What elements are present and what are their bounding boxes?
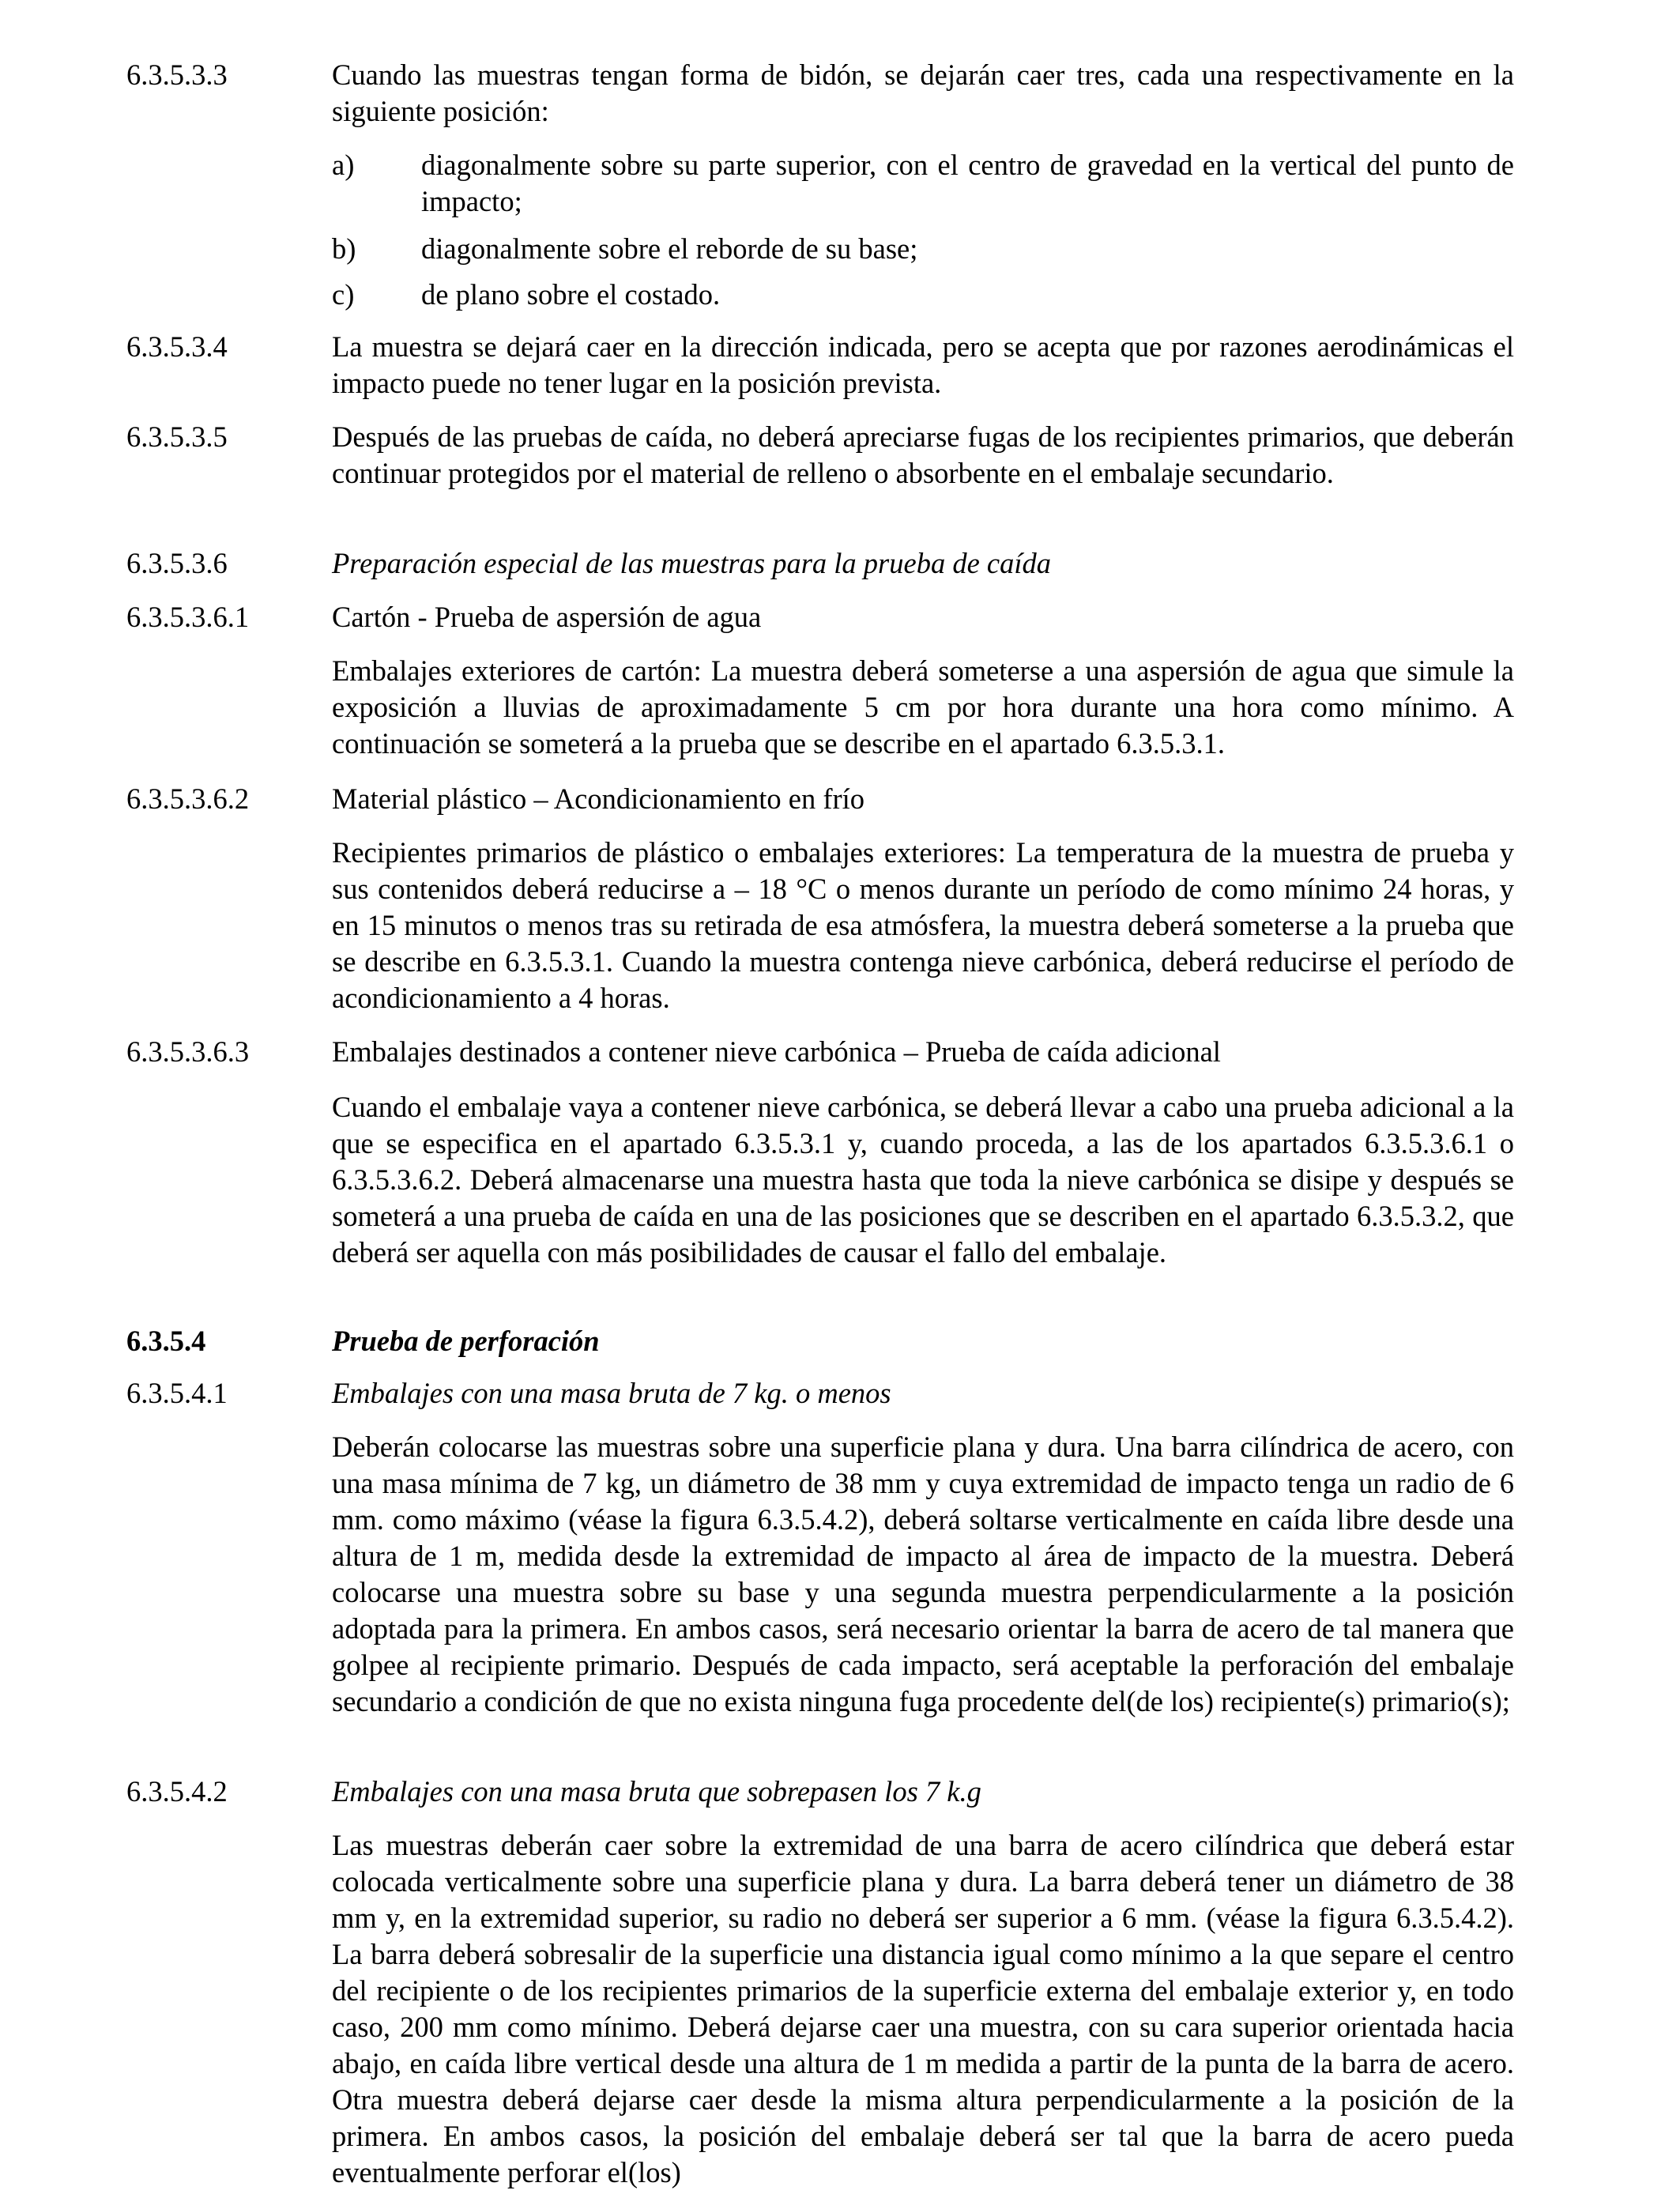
clause-text: Cuando el embalaje vaya a contener nieve carbónica, se deberá llevar a cabo una prueba adicional a la que se especifica en el apartado 6.3.5.3.1 y, cuando proceda, a las de los apartados 6.3.5.3.6.1 o 6.3.5.3.6.2. Deberá almacenarse una muestra hasta que toda la nieve carbónica se disipe y después se someterá a una prueba de caída en una de las posiciones que se describen en el apartado 6.3.5.3.2, que deberá ser aquella con más posibilidades de causar el fallo del embalaje. — [332, 1091, 1514, 1269]
clause-heading: Preparación especial de las muestras para la prueba de caída — [332, 547, 1052, 579]
list-text: de plano sobre el costado. — [421, 278, 721, 311]
clause-text: Embalajes exteriores de cartón: La muestra deberá someterse a una aspersión de agua que simule la exposición a lluvias de aproximadamente 5 cm por hora durante una hora como mínimo. A continuación se someterá a la prueba que se describe en el apartado 6.3.5.3.1. — [332, 654, 1514, 760]
clause-heading: Material plástico – Acondicionamiento en frío — [332, 782, 865, 815]
clause-text: Después de las pruebas de caída, no deberá apreciarse fugas de los recipientes primarios, que deberán continuar protegidos por el material de relleno o absorbente en el embalaje secundario. — [332, 420, 1514, 489]
clause-text: Recipientes primarios de plástico o embalajes exteriores: La temperatura de la muestra de prueba y sus contenidos deberá reducirse a – 18 °C o menos durante un período de como mínimo 24 horas, y en 15 minutos o menos tras su retirada de esa atmósfera, la muestra deberá someterse a la prueba que se describe en 6.3.5.3.1. Cuando la muestra contenga nieve carbónica, deberá reducirse el período de acondicionamiento a 4 horas. — [332, 836, 1514, 1014]
clause-number: 6.3.5.4.2 — [126, 1775, 228, 1808]
list-letter: c) — [332, 278, 355, 311]
clause-number: 6.3.5.3.6.1 — [126, 601, 250, 633]
list-text: diagonalmente sobre el reborde de su base; — [421, 232, 918, 265]
clause-number: 6.3.5.4 — [126, 1325, 206, 1357]
clause-text: Cuando las muestras tengan forma de bidón, se dejarán caer tres, cada una respectivamente en la siguiente posición: — [332, 58, 1514, 127]
clause-number: 6.3.5.4.1 — [126, 1377, 228, 1409]
list-letter: a) — [332, 149, 355, 181]
clause-heading: Embalajes destinados a contener nieve carbónica – Prueba de caída adicional — [332, 1035, 1221, 1068]
list-text: diagonalmente sobre su parte superior, con el centro de gravedad en la vertical del punto de impacto; — [421, 149, 1514, 217]
list-letter: b) — [332, 232, 356, 265]
clause-heading: Embalajes con una masa bruta que sobrepasen los 7 k.g — [332, 1775, 981, 1808]
clause-number: 6.3.5.3.5 — [126, 420, 228, 453]
clause-number: 6.3.5.3.6.2 — [126, 782, 250, 815]
clause-number: 6.3.5.3.4 — [126, 330, 228, 363]
clause-text: La muestra se dejará caer en la dirección indicada, pero se acepta que por razones aerodinámicas el impacto puede no tener lugar en la posición prevista. — [332, 330, 1514, 399]
clause-number: 6.3.5.3.6 — [126, 547, 228, 579]
clause-number: 6.3.5.3.6.3 — [126, 1035, 250, 1068]
clause-heading: Embalajes con una masa bruta de 7 kg. o menos — [332, 1377, 891, 1409]
clause-heading: Cartón - Prueba de aspersión de agua — [332, 601, 762, 633]
clause-number: 6.3.5.3.3 — [126, 58, 228, 91]
clause-text: Las muestras deberán caer sobre la extremidad de una barra de acero cilíndrica que deberá estar colocada verticalmente sobre una superficie plana y dura. La barra deberá tener un diámetro de 38 mm y, en la extremidad superior, su radio no deberá ser superior a 6 mm. (véase la figura 6.3.5.4.2). La barra deberá sobresalir de la superficie una distancia igual como mínimo a la que separe el centro del recipiente o de los recipientes primarios de la superficie externa del embalaje exterior y, en todo caso, 200 mm como mínimo. Deberá dejarse caer una muestra, con su cara superior orientada hacia abajo, en caída libre vertical desde una altura de 1 m medida a partir de la punta de la barra de acero. Otra muestra deberá dejarse caer desde la misma altura perpendicularmente a la posición de la primera. En ambos casos, la posición del embalaje deberá ser tal que la barra de acero pueda eventualmente perforar el(los) — [332, 1829, 1514, 2188]
section-heading: Prueba de perforación — [332, 1325, 600, 1357]
clause-text: Deberán colocarse las muestras sobre una superficie plana y dura. Una barra cilíndrica de acero, con una masa mínima de 7 kg, un diámetro de 38 mm y cuya extremidad de impacto tenga un radio de 6 mm. como máximo (véase la figura 6.3.5.4.2), deberá soltarse verticalmente en caída libre desde una altura de 1 m, medida desde la extremidad de impacto al área de impacto de la muestra. Deberá colocarse una muestra sobre su base y una segunda muestra perpendicularmente a la posición adoptada para la primera. En ambos casos, será necesario orientar la barra de acero de tal manera que golpee al recipiente primario. Después de cada impacto, será aceptable la perforación del embalaje secundario a condición de que no exista ninguna fuga procedente del(de los) recipiente(s) primario(s); — [332, 1431, 1514, 1717]
